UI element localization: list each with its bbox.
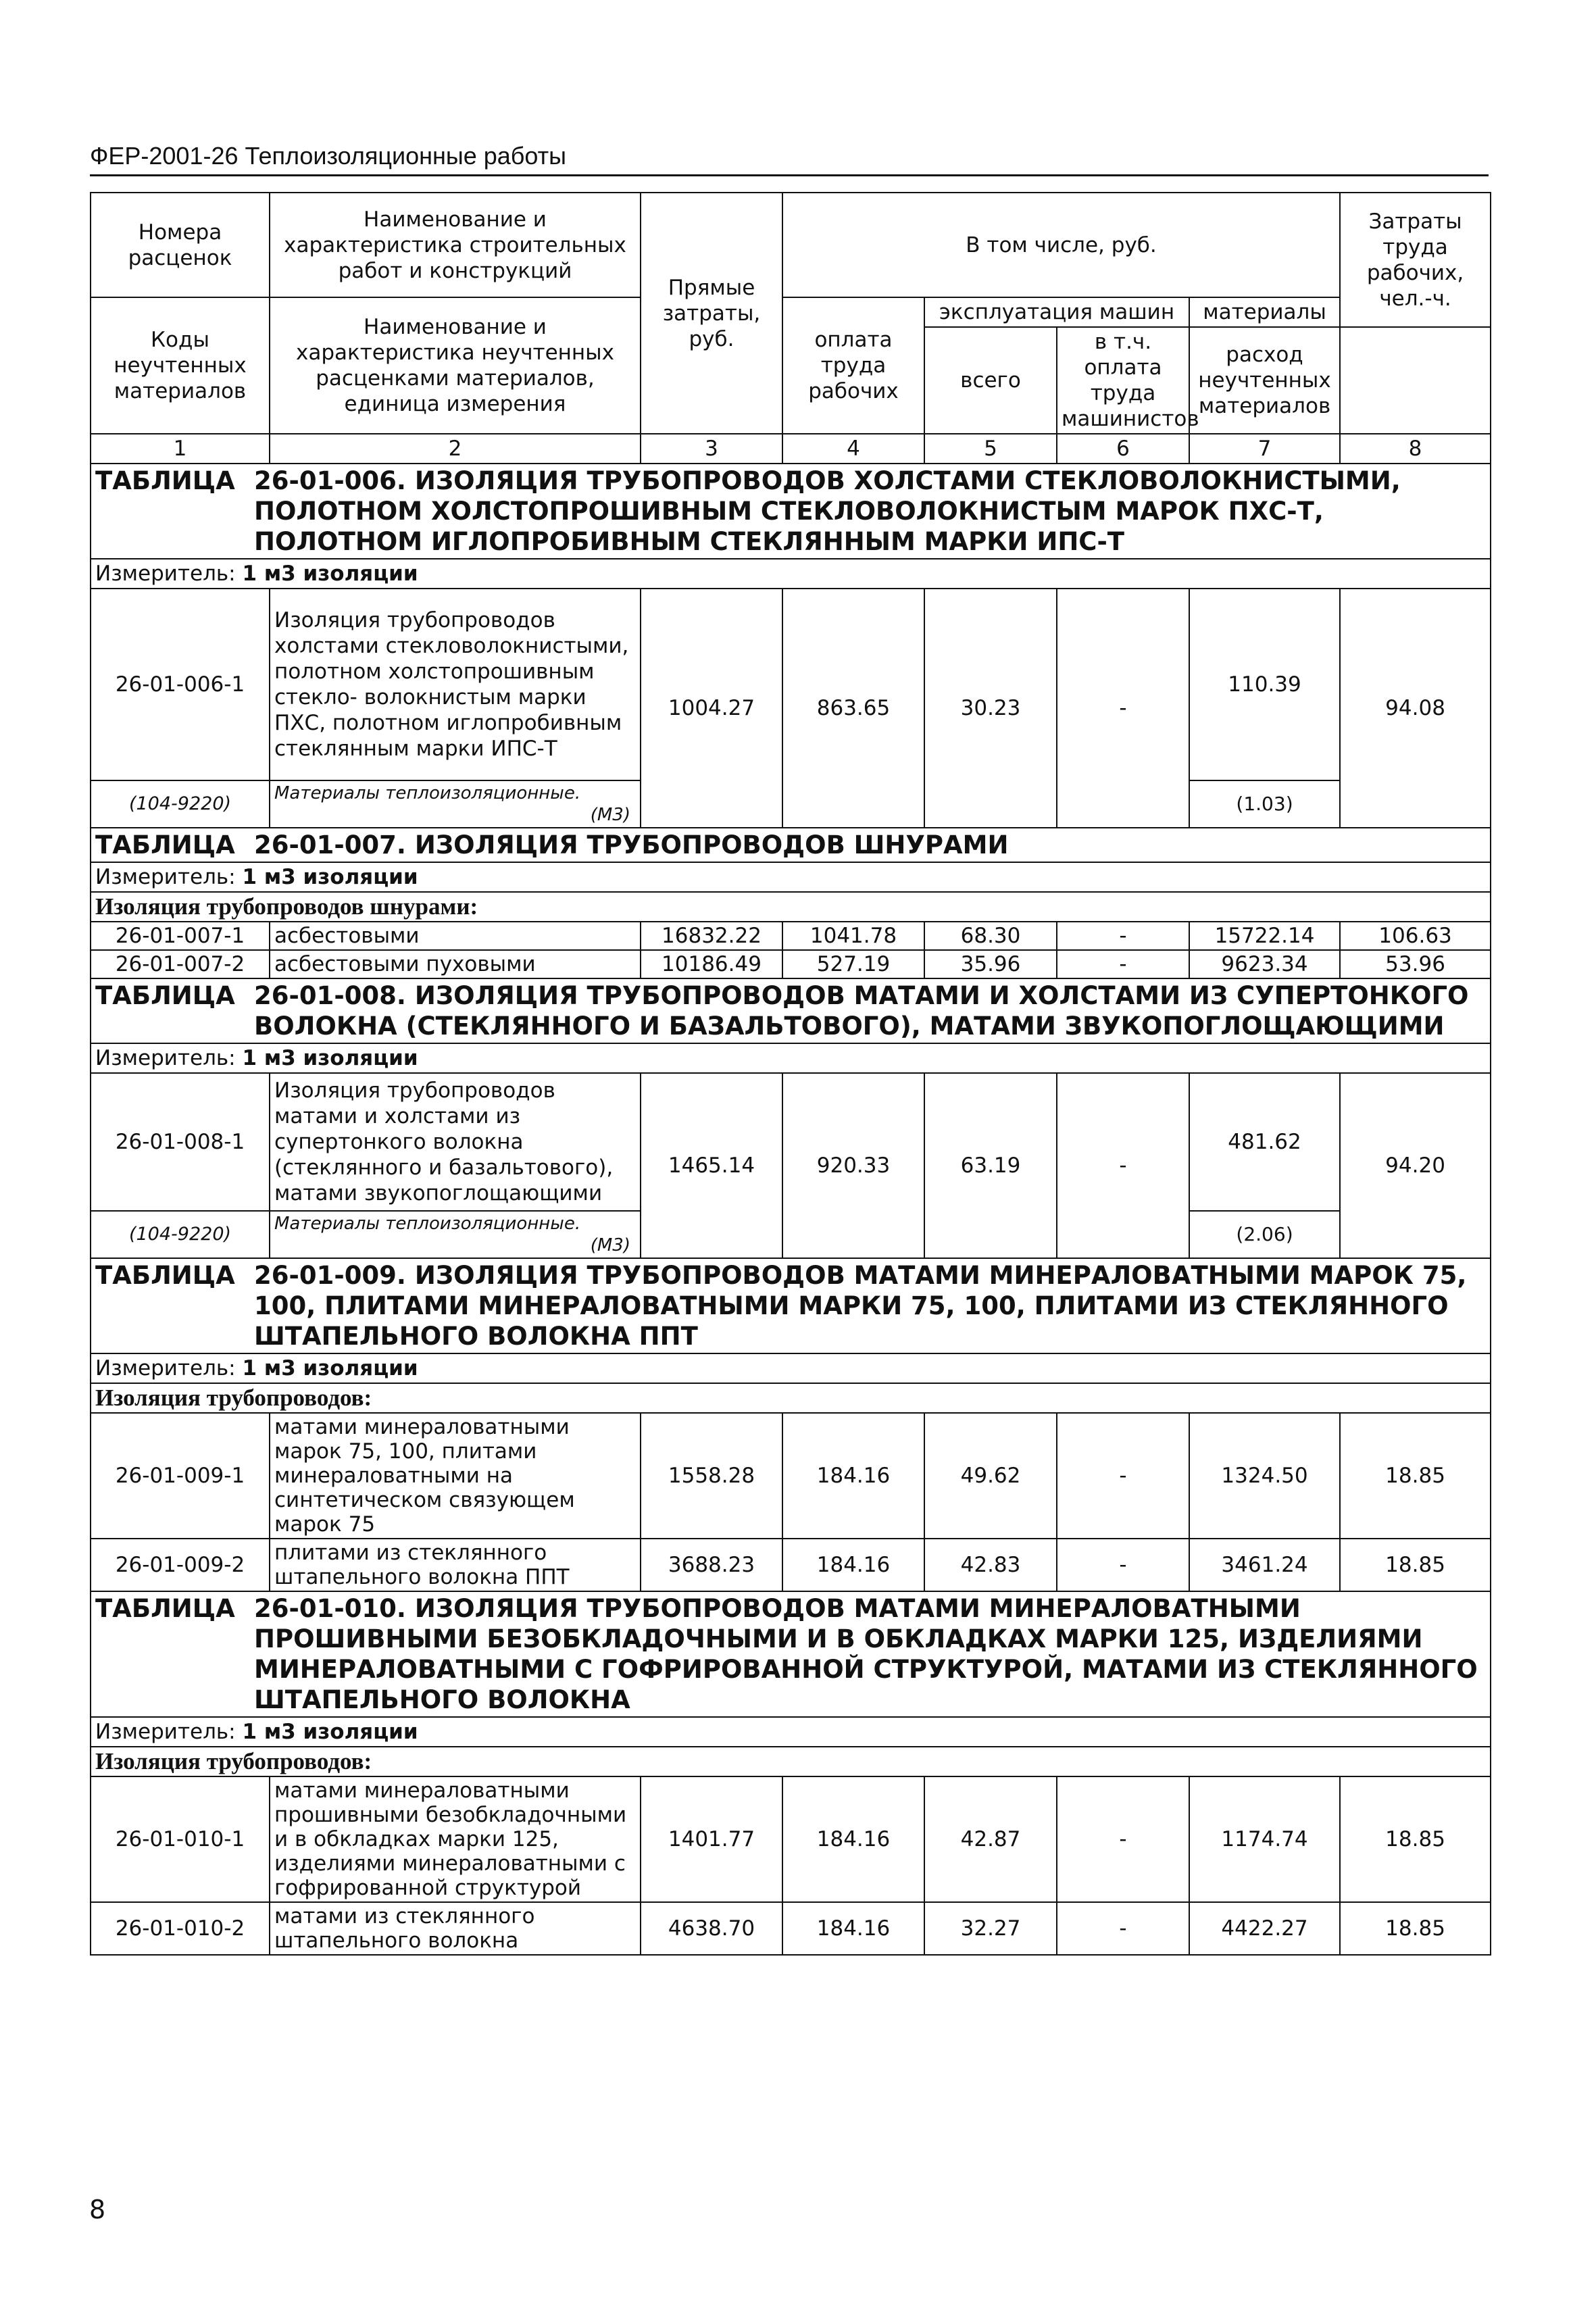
meter-row [91,1353,1491,1383]
table-row [91,1776,1491,1902]
meter [91,559,1491,589]
th-empty [1340,327,1491,434]
direct-cost: 10186.49 [641,950,782,978]
meter-value: 1 м3 изоляции [242,865,418,889]
rate-name: матами из стеклянного штапельного волокна [270,1902,641,1955]
table-row [91,1902,1491,1955]
labor-cost: 18.85 [1340,1902,1491,1955]
subheading-row [91,1747,1491,1776]
materials-cost: 110.39 [1189,589,1340,780]
rate-name: Изоляция трубопроводов холстами стекловолокнистыми, полотном холстопрошивным стекло- волокнистым марки ПХС, полотном иглопробивным стеклянным марки ИПС-Т [270,589,641,780]
rate-code: 26-01-009-1 [91,1413,270,1539]
direct-cost: 4638.70 [641,1902,782,1955]
table-title-text: 26-01-008. ИЗОЛЯЦИЯ ТРУБОПРОВОДОВ МАТАМИ И ХОЛСТАМИ ИЗ СУПЕРТОНКОГО ВОЛОКНА (СТЕКЛЯННОГО И БАЗАЛЬТОВОГО), МАТАМИ ЗВУКОПОГЛОЩАЮЩИМИ [254,981,1469,1041]
materials-cost: 15722.14 [1189,922,1340,950]
materials-cost: 9623.34 [1189,950,1340,978]
th-machines-total: всего [924,327,1057,434]
column-number: 5 [924,434,1057,464]
machinist-wage: - [1057,1776,1189,1902]
th-wage: оплата труда рабочих [782,297,924,434]
direct-cost: 16832.22 [641,922,782,950]
meter-label: Измеритель: [95,1046,236,1070]
header-row-mid [91,297,1491,327]
machines-total: 30.23 [924,589,1057,828]
material-unit: (М3) [590,1235,630,1255]
table-title [91,978,1491,1043]
machines-total: 49.62 [924,1413,1057,1539]
rate-name: плитами из стеклянного штапельного волокна ППТ [270,1539,641,1591]
table-title-row [91,828,1491,862]
table-label: ТАБЛИЦА [95,830,235,860]
rate-name: асбестовыми [270,922,641,950]
rate-name: матами минераловатными прошивными безобкладочными и в обкладках марки 125, изделиями минераловатными с гофрированной структурой [270,1776,641,1902]
machines-total: 32.27 [924,1902,1057,1955]
rate-name: матами минераловатными марок 75, 100, плитами минераловатными на синтетическом связующем марок 75 [270,1413,641,1539]
machinist-wage: - [1057,1539,1189,1591]
meter-value: 1 м3 изоляции [242,1356,418,1380]
subheading: Изоляция трубопроводов: [91,1383,1491,1413]
materials-cost: 3461.24 [1189,1539,1340,1591]
column-number: 6 [1057,434,1189,464]
material-name [270,780,641,828]
labor-cost: 94.08 [1340,589,1491,828]
table-row [91,589,1491,780]
machines-total: 42.83 [924,1539,1057,1591]
column-number: 4 [782,434,924,464]
wage-cost: 184.16 [782,1539,924,1591]
rate-code: 26-01-007-2 [91,950,270,978]
th-unit: единица измерения [344,392,566,416]
rate-code: 26-01-010-2 [91,1902,270,1955]
direct-cost: 1004.27 [641,589,782,828]
th-work-name: Наименование и характеристика строительных работ и конструкций [270,193,641,297]
material-name-text: Материалы теплоизоляционные. [274,1214,581,1234]
th-direct-costs: Прямые затраты, руб. [641,193,782,434]
subheading-row [91,1383,1491,1413]
labor-cost: 94.20 [1340,1073,1491,1258]
wage-cost: 184.16 [782,1413,924,1539]
meter-row [91,1043,1491,1073]
subheading: Изоляция трубопроводов: [91,1747,1491,1776]
table-row [91,950,1491,978]
th-machines: эксплуатация машин [924,297,1189,327]
materials-cost: 481.62 [1189,1073,1340,1211]
machines-total: 63.19 [924,1073,1057,1258]
meter-value: 1 м3 изоляции [242,1720,418,1744]
materials-cost: 1324.50 [1189,1413,1340,1539]
table-label: ТАБЛИЦА [95,466,235,495]
table-row [91,1413,1491,1539]
table-title-text: 26-01-006. ИЗОЛЯЦИЯ ТРУБОПРОВОДОВ ХОЛСТАМИ СТЕКЛОВОЛОКНИСТЫМИ, ПОЛОТНОМ ХОЛСТОПРОШИВНЫМ СТЕКЛОВОЛОКНИСТЫМ МАРОК ПХС-Т, ПОЛОТНОМ ИГЛОПРОБИВНЫМ СТЕКЛЯННЫМ МАРКИ ИПС-Т [254,466,1401,556]
table-title [91,828,1491,862]
machines-total: 35.96 [924,950,1057,978]
material-unit: (М3) [590,805,630,825]
machinist-wage: - [1057,922,1189,950]
machines-total: 68.30 [924,922,1057,950]
meter [91,1043,1491,1073]
table-label: ТАБЛИЦА [95,981,235,1010]
rates-table [90,192,1491,1956]
rate-code: 26-01-007-1 [91,922,270,950]
th-materials: материалы [1189,297,1340,327]
th-including: В том числе, руб. [782,193,1340,297]
table-title-row [91,1258,1491,1353]
machines-total: 42.87 [924,1776,1057,1902]
table-row [91,922,1491,950]
header-row-top [91,193,1491,297]
direct-cost: 3688.23 [641,1539,782,1591]
meter-label: Измеритель: [95,1356,236,1380]
labor-cost: 18.85 [1340,1413,1491,1539]
th-machinist-wage: в т.ч. оплата труда машинистов [1057,327,1189,434]
meter [91,1353,1491,1383]
wage-cost: 527.19 [782,950,924,978]
table-title [91,1258,1491,1353]
meter-row [91,1717,1491,1747]
column-number: 3 [641,434,782,464]
rate-code: 26-01-010-1 [91,1776,270,1902]
th-unaccounted-materials: расход неучтенных материалов [1189,327,1340,434]
direct-cost: 1465.14 [641,1073,782,1258]
wage-cost: 920.33 [782,1073,924,1258]
machinist-wage: - [1057,1902,1189,1955]
meter-value: 1 м3 изоляции [242,1046,418,1070]
meter-label: Измеритель: [95,562,236,586]
wage-cost: 184.16 [782,1902,924,1955]
th-material-name [270,297,641,434]
table-label: ТАБЛИЦА [95,1261,235,1290]
table-label: ТАБЛИЦА [95,1594,235,1623]
page-number: 8 [89,2195,106,2224]
subheading: Изоляция трубопроводов шнурами: [91,892,1491,922]
direct-cost: 1401.77 [641,1776,782,1902]
wage-cost: 1041.78 [782,922,924,950]
column-number: 7 [1189,434,1340,464]
materials-cost: 1174.74 [1189,1776,1340,1902]
machinist-wage: - [1057,1073,1189,1258]
meter-label: Измеритель: [95,865,236,889]
rate-code: 26-01-008-1 [91,1073,270,1211]
th-material-codes: Коды неучтенных материалов [91,297,270,434]
table-title-row [91,978,1491,1043]
table-title-row [91,464,1491,559]
table-title-row [91,1591,1491,1717]
rate-name: Изоляция трубопроводов матами и холстами из супертонкого волокна (стеклянного и базальтового), матами звукопоглощающими [270,1073,641,1211]
rate-name: асбестовыми пуховыми [270,950,641,978]
subheading-row [91,892,1491,922]
machinist-wage: - [1057,1413,1189,1539]
labor-cost: 18.85 [1340,1776,1491,1902]
th-rate-numbers: Номера расценок [91,193,270,297]
rate-code: 26-01-009-2 [91,1539,270,1591]
material-quantity: (1.03) [1189,780,1340,828]
meter-row [91,559,1491,589]
running-header: ФЕР-2001-26 Теплоизоляционные работы [90,141,1489,176]
material-name [270,1211,641,1258]
meter [91,862,1491,892]
labor-cost: 18.85 [1340,1539,1491,1591]
table-title-text: 26-01-009. ИЗОЛЯЦИЯ ТРУБОПРОВОДОВ МАТАМИ МИНЕРАЛОВАТНЫМИ МАРОК 75, 100, ПЛИТАМИ МИНЕРАЛОВАТНЫМИ МАРКИ 75, 100, ПЛИТАМИ ИЗ СТЕКЛЯННОГО ШТАПЕЛЬНОГО ВОЛОКНА ППТ [254,1261,1467,1351]
table-title-text: 26-01-010. ИЗОЛЯЦИЯ ТРУБОПРОВОДОВ МАТАМИ МИНЕРАЛОВАТНЫМИ ПРОШИВНЫМИ БЕЗОБКЛАДОЧНЫМИ И В ОБКЛАДКАХ МАРКИ 125, ИЗДЕЛИЯМИ МИНЕРАЛОВАТНЫМИ С ГОФРИРОВАННОЙ СТРУКТУРОЙ, МАТАМИ ИЗ СТЕКЛЯННОГО ШТАПЕЛЬНОГО ВОЛОКНА [254,1594,1478,1714]
th-material-name-text: Наименование и характеристика неучтенных расценками материалов, [295,315,614,391]
table-title-text: 26-01-007. ИЗОЛЯЦИЯ ТРУБОПРОВОДОВ ШНУРАМИ [254,830,1009,860]
table-title [91,1591,1491,1717]
labor-cost: 106.63 [1340,922,1491,950]
meter-label: Измеритель: [95,1720,236,1744]
th-labor-costs: Затраты труда рабочих, чел.-ч. [1340,193,1491,327]
column-number: 2 [270,434,641,464]
material-name-text: Материалы теплоизоляционные. [274,783,581,803]
column-number: 1 [91,434,270,464]
column-number: 8 [1340,434,1491,464]
material-quantity: (2.06) [1189,1211,1340,1258]
wage-cost: 184.16 [782,1776,924,1902]
meter [91,1717,1491,1747]
column-numbers-row [91,434,1491,464]
machinist-wage: - [1057,589,1189,828]
table-title [91,464,1491,559]
wage-cost: 863.65 [782,589,924,828]
table-row [91,1539,1491,1591]
material-code: (104-9220) [91,1211,270,1258]
rate-code: 26-01-006-1 [91,589,270,780]
table-row [91,1073,1491,1211]
meter-value: 1 м3 изоляции [242,562,418,586]
labor-cost: 53.96 [1340,950,1491,978]
material-code: (104-9220) [91,780,270,828]
meter-row [91,862,1491,892]
materials-cost: 4422.27 [1189,1902,1340,1955]
direct-cost: 1558.28 [641,1413,782,1539]
machinist-wage: - [1057,950,1189,978]
